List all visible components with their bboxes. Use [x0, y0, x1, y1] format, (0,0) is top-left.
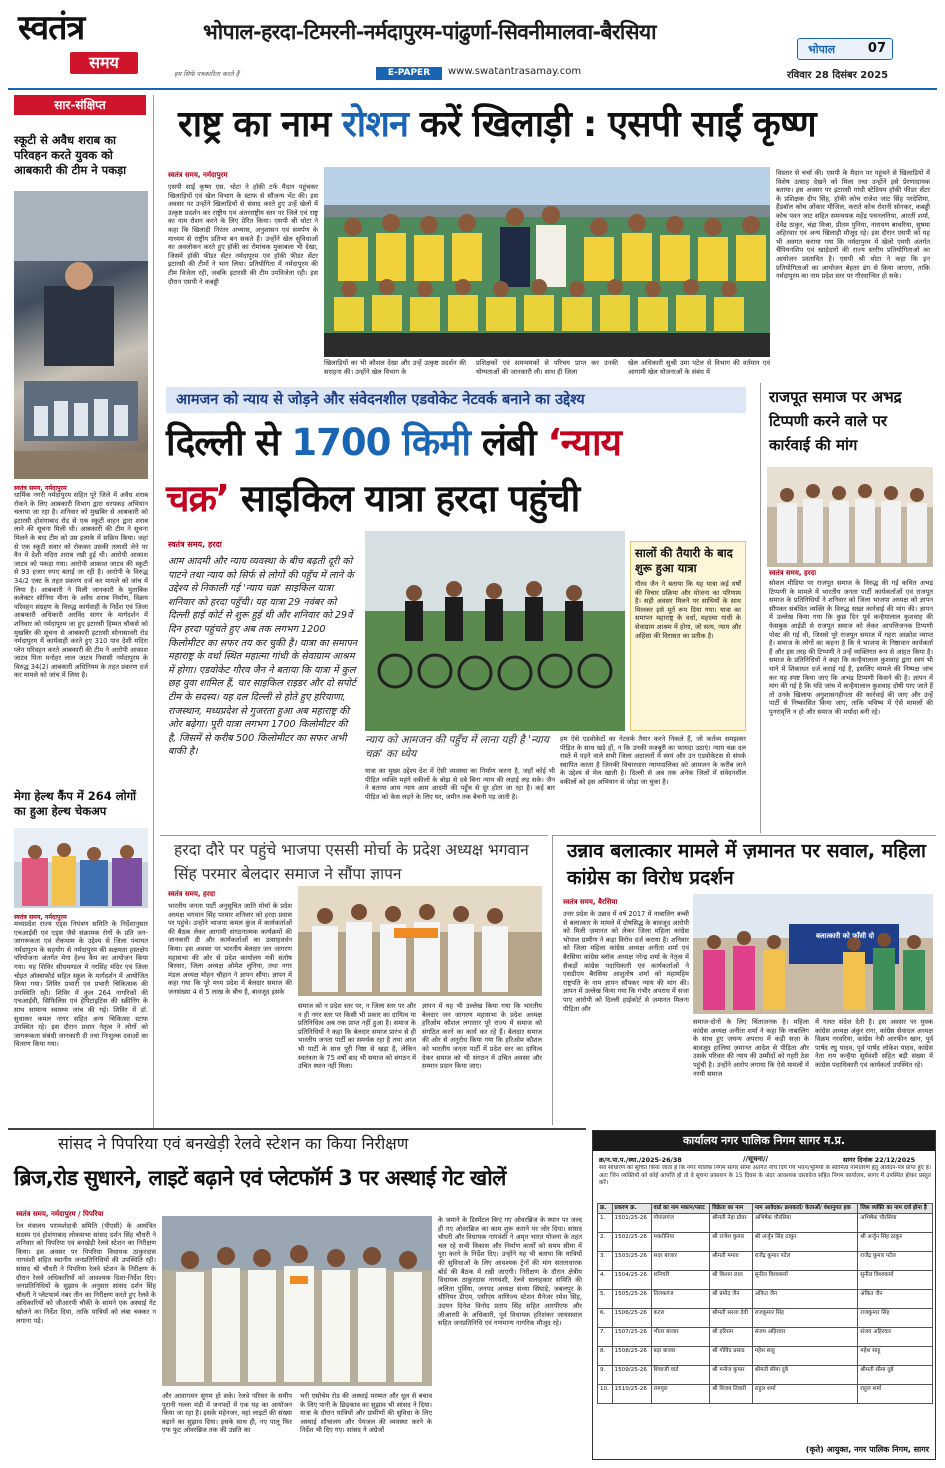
railway-byline: स्वतंत्र समय, नर्मदापुरम / पिपरिया — [16, 1210, 104, 1218]
station-inspection-photo — [162, 1216, 432, 1386]
notice-cell: तिलकगंज — [651, 1290, 710, 1309]
notice-cell: अभिषेक चौरसिया — [752, 1214, 858, 1233]
bjp-meeting-photo — [298, 886, 542, 996]
notice-cell: राहुल शर्मा — [858, 1385, 933, 1404]
notice-table-row — [598, 1252, 933, 1271]
masthead-divider — [8, 88, 937, 90]
notice-cell: श्रीमती ममता — [710, 1252, 753, 1271]
logo — [18, 8, 168, 88]
website-link[interactable]: www.swatantrasamay.com — [448, 66, 582, 77]
sidebar — [10, 95, 154, 1130]
notice-cell: श्रीमती सीमा दुबे — [858, 1366, 933, 1385]
notice-cell: रामपुरा — [651, 1385, 710, 1404]
notice-cell: 3. — [598, 1252, 613, 1271]
notice-cell: 1510/25-26 — [612, 1385, 651, 1404]
notice-table-row — [598, 1233, 933, 1252]
nyay-sidebox-title: सालों की तैयारी के बाद शुरू हुआ यात्रा — [635, 546, 733, 575]
page-number: 07 — [867, 41, 886, 56]
rajput-body: सोशल मीडिया पर राजपूत समाज के विरुद्ध की गई कथित अभद्र टिप्पणी के मामले में भारतीय जनता पार्टी कार्यकर्ताओं एवं राजपूत समाज के प्रतिनिधियों ने शनिवार को जिला भाजपा अध्यक्ष को ज्ञापन सौंपकर संबंधित व्यक्ति के विरुद्ध सख्त कार्रवाई की मांग की। ज्ञापन में उल्लेख किया गया कि कुछ दिन पूर्व कन्हैयालाल कुशवाह की फेसबुक आईडी से राजपूत समाज को लेकर आपत्तिजनक टिप्पणी पोस्ट की गई थी, जिससे पूरे राजपूत समाज में गहरा आक्रोश व्याप्त है। समाज के लोगों का कहना है कि ये भाजपा के निष्ठावान कार्यकर्ता हैं और इस तरह की टिप्पणी ने उन्हें व्यक्तिगत रूप से आहत किया है। समाज के प्रतिनिधियों ने कहा कि कन्हैयालाल कुशवाह द्वारा स्वयं भी थाने में शिकायत दर्ज कराई गई है, इसलिए मामले की निष्पक्ष जांच कर यह स्पष्ट किया जाए कि अभद्र टिप्पणी किसने की है। ज्ञापन में मांग की गई है कि यदि जांच में कन्हैयालाल कुशवाह दोषी पाए जाते हैं तो उनके खिलाफ अनुशासनहीनता की कार्रवाई की जाए और उन्हें पार्टी से निष्कासित किया जाए, ताकि भविष्य में ऐसे मामलों की पुनरावृत्ति न हो और समाज की मर्यादा बनी रहे। — [769, 579, 933, 716]
lead-byline: स्वतंत्र समय, नर्मदापुरम — [168, 171, 228, 179]
notice-table — [597, 1203, 933, 1404]
lead-photo — [324, 167, 770, 357]
notice-cell: राजेंद्र कुमार पटेल — [752, 1252, 858, 1271]
nyay-headline-num: 1700 किमी — [291, 421, 470, 464]
lead-headline-highlight: रोशन — [342, 104, 409, 145]
notice-header-cell: वार्ड का नाम मकान/प्लाट — [651, 1204, 710, 1214]
notice-cell: श्रीमती सीमा दुबे — [752, 1366, 858, 1385]
unnao-byline: स्वतंत्र समय, बैरसिया — [563, 898, 618, 906]
notice-cell: 4. — [598, 1271, 613, 1290]
nyay-quote: न्याय को आमजन की पहुँच में लाना यही है 'न्याय चक्र' का ध्येय — [365, 734, 549, 760]
logo-bottom: समय — [70, 52, 138, 74]
nyay-headline-a: दिल्ली से — [166, 421, 280, 464]
health-camp-photo — [14, 828, 148, 908]
notice-cell: 1. — [598, 1214, 613, 1233]
notice-cell: 1509/25-26 — [612, 1366, 651, 1385]
lead-story — [160, 95, 936, 380]
notice-cell: 1501/25-26 — [612, 1214, 651, 1233]
notice-cell: अंकित जैन — [752, 1290, 858, 1309]
unnao-story — [552, 835, 936, 1125]
logo-top: स्वतंत्र — [18, 8, 85, 48]
notice-header-cell: जिस व्यक्ति का नाम दर्ज होना है — [858, 1204, 933, 1214]
notice-table-row — [598, 1214, 933, 1233]
nyay-headline-d: चक्र’ — [166, 477, 229, 520]
nyay-headline-line2 — [166, 473, 756, 525]
notice-cell: 1504/25-26 — [612, 1271, 651, 1290]
notice-body: सर्व साधारण को सूचित किया जाता है कि नगर पालिक निगम सागर सीमा अंतर्गत नीचे दिये गये भवन/भूमियों के स्वामित्व नामांतरण हेतु आवेदन-पत्र प्राप्त हुए हैं। अतः जिन व्यक्तियों को कोई आपत्ति हो तो वे सूचना प्रकाशन के 15 दिवस के अंदर आवश्यक दस्तावेज सहित निगम कार्यालय, सागर में उपस्थित होकर प्रस्तुत करें। — [599, 1165, 931, 1187]
bjp-headline: हरदा दौरे पर पहुंचे भाजपा एससी मोर्चा के प्रदेश अध्यक्ष भगवान सिंह परमार बेलदार समाज ने सौंपा ज्ञापन — [174, 841, 529, 883]
seized-liquor-photo — [14, 191, 148, 479]
unnao-col2: समाज-दोनों के लिए चिंताजनक है। महिला कांग्रेस अध्यक्ष अनीता शर्मा ने कहा कि नाबालिग के साथ हुए जघन्य अपराध में कड़ी सज़ा के बावजूद हालिया ज़मानत आदेश से पीड़िता और उसके परिवार की न्याय की उम्मीदों को गहरी ठेस पहुंची है। उन्होंने आरोप लगाया कि ऐसे मामलों में नरमी समाज — [693, 1018, 809, 1078]
notice-cell: शिवाजी वार्ड — [651, 1366, 710, 1385]
notice-cell: 2. — [598, 1233, 613, 1252]
lead-col1: एसपी साईं कृष्ण एस. थोटा ने हॉकी टर्फ मैदान पहुंचकर खिलाड़ियों एवं खेल विभाग के स्टाफ से सौजन्य भेंट की। इस अवसर पर उन्होंने खिलाड़ियों से संवाद करते हुए उन्हें खेलों में उत्कृष्ट प्रदर्शन कर राष्ट्रीय एवं अंतरराष्ट्रीय स्तर पर जिले एवं राष्ट्र का नाम रोशन करने के लिए प्रेरित किया। एसपी श्री थोटा ने कहा कि खिलाड़ी निरंतर अभ्यास, अनुशासन एवं समर्पण के माध्यम से राष्ट्रीय प्रतिभा बन सकते हैं। उन्होंने खेल सुविधाओं का अवलोकन करते हुए हॉकी का रोमांचक मुकाबला भी देखा, जिसमें हॉकी फीडर सेंटर नर्मदापुरम एवं हॉकी फीडर सेंटर इटारसी की टीमों ने भाग लिया। प्रतियोगिता में नर्मदापुरम की टीम विजेता रही, जबकि इटारसी की टीम उपविजेता रही। इस दौरान एसपी ने कबड्डी — [168, 183, 318, 286]
notice-cell: शनिचरी — [651, 1271, 710, 1290]
notice-date: सागर दिनांक 22/12/2025 — [843, 1156, 916, 1164]
lead-headline-part1: राष्ट्र का नाम — [178, 104, 331, 145]
notice-cell: श्री अर्जुन सिंह ठाकुर — [858, 1233, 933, 1252]
notice-table-row — [598, 1290, 933, 1309]
railway-headline: ब्रिज,रोड सुधारने, लाइटें बढ़ाने एवं प्लेटफॉर्म 3 पर अस्थाई गेट खोलें — [14, 1166, 506, 1190]
railway-col2: और आवागमन सुगम हो सके। रेलवे परिसर के समीप पुरानी गल्ला मंडी में जनपदों में एक यह का आयोजन किया जा रहा है। इसके महेनजर, वहां लाइटों की संख्या बढ़ाने का सुझाव दिया। इसके साथ ही, नए पालू फिर एफ फुट ओवरब्रिज तक की उन्नति का — [162, 1392, 292, 1435]
railway-col3: भरी एसोचेम रोड की अस्थाई मरम्मत और धूल से बचाव के लिए पानी के छिड़काव का सुझाव भी सांसद ने दिया। यात्रा के दौरान यात्रियों और ग्रामीणों की सुविधा के लिए अस्थाई शौचालय और पेयजल की व्यवस्था करने के निर्देश भी दिए गए। सांसद ने अंग्रेजों — [300, 1392, 432, 1435]
edition-box — [797, 38, 893, 60]
bjp-col3: ज्ञापन में यह भी उल्लेख किया गया कि भारतीय बेलदार जन जागरण महासभा के प्रदेश अध्यक्ष हरिओम कौशल लगातार पूरे राज्य में समाज को संगठित करने का कार्य कर रहे हैं। बेलदार समाज की ओर से अनुरोध किया गया कि हरिओम कौशल को भारतीय जनता पार्टी में प्रदेश स्तर का दायित्व देकर समाज को भी संगठन में उचित अवसर और सम्मान प्रदान किया जाए। — [422, 1002, 542, 1071]
notice-cell: 6. — [598, 1309, 613, 1328]
notice-cell: 7. — [598, 1328, 613, 1347]
nyay-headline-b: लंबी — [481, 421, 536, 464]
bjp-photo — [298, 886, 542, 996]
notice-table-header — [598, 1204, 933, 1214]
memorandum-photo — [767, 467, 933, 567]
hockey-team-photo — [324, 167, 770, 357]
notice-cell: श्रीमती नेहा ग्रोवर — [710, 1214, 753, 1233]
sidebar-story2-photo — [14, 828, 148, 908]
unnao-photo — [693, 894, 933, 1014]
notice-cell: 1505/25-26 — [612, 1290, 651, 1309]
unnao-col3: में गलत संदेश देती है। इस अवसर पर युवक कांग्रेस अध्यक्ष अंकुर रागा, कांग्रेस सेवादल अध्यक्ष विक्रम नरवरिया, कांग्रेस नेत्री आरफीन खान, पूर्व पार्षद रघु यादव, पूर्व पार्षद लोकेश यादव, कांग्रेस नेता राम कन्हैया सूर्यवंशी सहित बड़ी संख्या में कांग्रेस पदाधिकारी एवं कार्यकर्ता उपस्थित रहे। — [815, 1018, 933, 1069]
notice-cell: श्री मनोज कुमार — [710, 1366, 753, 1385]
sidebar-section-title: सार-संक्षिप्त — [14, 95, 146, 115]
unnao-col1: उत्तर प्रदेश के उन्नाव में वर्ष 2017 में नाबालिग बच्ची से बलात्कार के मामले में दोषसिद्ध के बावजूद आरोपी को मिली ज़मानत को लेकर जिला महिला कांग्रेस भोपाल ग्रामीण ने कड़ा विरोध दर्ज कराया है। शनिवार को जिला महिला कांग्रेस अध्यक्ष अनीता शर्मा एवं बैरसिया कांग्रेस ब्लॉक अध्यक्ष नरेन्द्र शर्मा के नेतृत्व में सैकड़ों कांग्रेस पदाधिकारी एवं कार्यकर्ताओं ने एसडीएम बैरसिया आशुतोष शर्मा को महामहिम राष्ट्रपति के नाम ज्ञापन सौंपकर न्याय की मांग की। ज्ञापन में उल्लेख किया गया कि गंभीर अपराध में सजा पाए आरोपी को दिल्ली हाईकोर्ट से ज़मानत मिलना पीड़िता और — [563, 910, 689, 1013]
bjp-byline: स्वतंत्र समय, हरदा — [168, 890, 216, 898]
notice-cell: राजकुमार सिंह — [752, 1309, 858, 1328]
notice-header-cell: विक्रेता का नाम — [710, 1204, 753, 1214]
railway-col4: के जमाने के डिस्मेंटल किए गए ओवरब्रिज के स्थान पर जल्द ही नए ओवरब्रिज का काम शुरू कराने पर जोर दिया। सांसद चौधरी और विधायक नागवंशी ने अमृत भारत योजना के तहत चल रहे सभी विकास और निर्माण कार्यों को समय सीमा में पूरा करने के निर्देश दिए। उन्होंने यह भी बताया कि यात्रियों की सुविधाओं के लिए आवश्यक ट्रेनों की मांग सतताधारक बोर्ड की बैठक में रखी जाएगी। निरीक्षण के दौरान क्षेत्रीय विधायक ठाकुरदास नागवंशी, रेलवे सलाहकार समिति की ललिता पुर्विया, जनपद अध्यक्ष संध्या सिंघाड़े, जबलपुर के सीनियर डीएम, एसीएम वाणिज्य स्टेशन मैनेजर रमेश सिंह, उदयन दिनेश विनोद प्रताप सिंह सहित आरपीएफ और जीआरपी के अधिकारी, पूर्व विधायक हरिशंकर जायसवाल सहित जनप्रतिनिधि एवं गणमान्य नागरिक मौजूद रहे। — [438, 1216, 582, 1328]
nyay-byline: स्वतंत्र समय, हरदा — [168, 540, 222, 549]
railway-story — [8, 1128, 586, 1460]
notice-cell: महेश साहू — [858, 1347, 933, 1366]
notice-cell: श्री राजेश कुमार — [710, 1233, 753, 1252]
notice-table-row — [598, 1366, 933, 1385]
epaper-badge: E-PAPER — [376, 67, 442, 80]
notice-cell: 9. — [598, 1366, 613, 1385]
lead-headline-part2: करें खिलाड़ी : एसपी साईं कृष्ण — [419, 104, 816, 145]
lead-caption-col3: खेल अधिकारी सुश्री उमा पटेल से विभाग की वर्तमान एवं आगामी खेल योजनाओं के संबंध में — [628, 359, 770, 376]
nyay-col-a: यात्रा का मुख्य उद्देश्य देश में ऐसी व्यवस्था का निर्माण करना है, जहाँ कोई भी पीड़ित व्यक्ति महंगे वकीलों के बोझ से दबे बिना न्याय की लड़ाई लड़ सके। जैन ने बताया आम न्याय आम आदमी की पहुँच से दूर होता जा रहा है। कई बार पीड़ित को केस लड़ने के लिए घर, जमीन तक बेचनी पड़ जाती है। — [365, 767, 555, 801]
notice-cell: 1502/25-26 — [612, 1233, 651, 1252]
nyay-story — [160, 383, 750, 833]
sidebar-story1-photo — [14, 191, 148, 479]
nyay-photo — [365, 531, 625, 731]
notice-cell: 1508/25-26 — [612, 1347, 651, 1366]
notice-cell: श्री विजय तिवारी — [710, 1385, 753, 1404]
nyay-sidebox-body: गौरव जैन ने बताया कि यह यात्रा कई वर्षों की विचार प्रक्रिया और योजना का परिणाम है। सही अवसर मिलने पर साथियों के साथ मिलकर इसे मूर्त रूप दिया गया। यात्रा का समापन महाराष्ट्र के वर्धा, महात्मा गांधी के सेवाग्राम आश्रम में होगा, जो सत्य, न्याय और अहिंसा की विरासत का प्रतीक है। — [635, 580, 741, 640]
nyay-sidebox — [630, 541, 746, 731]
notice-cell: 5. — [598, 1290, 613, 1309]
sidebar-story1-body: धार्मिक नगरी नर्मदापुरम सहित पूरे जिले में अवैध शराब रोकने के लिए आबकारी विभाग द्वारा धरपकड़ अभियान चलाया जा रहा है। शनिवार को मुखबिर से आबकारी को इटारसी होशंगाबाद रोड से एक स्कूटी वाहन द्वारा शराब लाने की सूचना मिली थी। आबकारी की टीम ने सूचना मिलने के बाद टीम को उस इलाके में सक्रिय किया। जहां से एक स्कूटी सवार को रोककर उसकी तलाशी लेने पर वैन में देशी मदिरा शराब रखी हुई थी। आरोपी आकाश जाटव को पकड़ा गया। आरोपी आकाश जाटव की स्कूटी से 93 हजार रुपए बताई जा रही है। आरोपी के विरुद्ध 34/2 एक्ट के तहत प्रकरण दर्ज कर मामले को जांच में लिया है। आबकारी ने मिली जानकारी के मुताबिक कलेक्टर सोनिया मीना के अवैध शराब निर्माण, विक्रय परिवहन संग्रहण के विरुद्ध कार्यवाही के निर्देश एवं जिला आबकारी अधिकारी अरविंद सागर के मार्गदर्शन में शनिवार को नर्मदापुरम जा हुए इटारसी हिम्मत चौकसे को मुखबिर की सूचना से आबकारी इटारसी सोनासावरी रोड नर्मदापुरम में कार्यवाही करते हुए 310 पाव देशी मदिरा प्लेन परिवहन करते आबकारी की टीम ने आरोपी आकाश जाटव पिता मनोहर लाल जाटव निवासी नर्मदापुरम के विरुद्ध 34(2) आबकारी अधिनियम के तहत प्रकरण दर्ज कर मामले को जांच में लिया है। — [14, 491, 148, 680]
lead-caption-col2: प्रशिक्षकों एवं समन्वयकों से परिचय प्राप्त कर उनकी योग्यताओं की जानकारी ली। साथ ही जिला — [476, 359, 618, 376]
rajput-headline: राजपूत समाज पर अभद्र टिप्पणी करने वाले पर कार्रवाई की मांग — [769, 388, 902, 454]
notice-table-row — [598, 1385, 933, 1404]
notice-signature: (कृते) आयुक्त, नगर पालिक निगम, सागर — [805, 1445, 929, 1454]
notice-cell: 8. — [598, 1347, 613, 1366]
print-registration-marks — [0, 1460, 945, 1468]
rajput-photo — [767, 467, 933, 567]
notice-cell: अंकित जैन — [858, 1290, 933, 1309]
notice-cell: संजय अहिरवार — [752, 1328, 858, 1347]
protest-photo — [693, 894, 933, 1014]
notice-cell: 1503/25-26 — [612, 1252, 651, 1271]
notice-cell: राहुल शर्मा — [752, 1385, 858, 1404]
notice-title: कार्यालय नगर पालिक निगम सागर म.प्र. — [593, 1131, 935, 1151]
nyay-kicker: आमजन को न्याय से जोड़ने और संवेदनशील एडवोकेट नेटवर्क बनाने का उद्देश्य — [166, 387, 746, 413]
rajput-byline: स्वतंत्र समय, हरदा — [769, 569, 817, 577]
notice-cell: श्री प्रमोद जैन — [710, 1290, 753, 1309]
notice-header-cell: प्रकरण क्र. — [612, 1204, 651, 1214]
notice-cell: 10. — [598, 1385, 613, 1404]
notice-ref: क्र/न.पा.प./स्था./2025-26/38 — [599, 1156, 682, 1164]
sidebar-story2-body: मध्यप्रदेश राज्य एड्स नियंत्रण समिति के निर्देशानुसार एचआईवी एवं एड्स जैसे संक्रामक रोगों के प्रति जन-जागरूकता एवं रोकथाम के उद्देश्य से जिला पंचायत नर्मदापुरम के सहयोग से नर्मदापुरम की सक्षमता हस्तक्षेप परियोजना अंतर्गत मेगा हेल्थ कैंप का आयोजन किया गया। यह शिविर सीधमण्डल में नरसिंह मंदिर एवं जिला चोइत ऑक्सफोर्ड सहित स्कूल के मार्गदर्शन में आयोजित किया गया। शिविर प्रभारी एवं प्रभारी चिकित्सक की उपस्थिति रही। शिविर में कुल 264 नागरिकों की एचआईवी, सिफिलिस एवं हेपिटाइटिस की स्क्रीनिंग के साथ सामान्य स्वास्थ्य जांच की गई। शिविर में डॉ. सुधाकर कमल नागर सहित अन्य चिकित्सा स्टाफ उपस्थित रहे। इस दौरान प्रधान नेतृत्व ने लोगों को जागरूकता संबंधी जानकारी दी तथा निःशुल्क दवाओं का वितरण किया गया। — [14, 920, 148, 1049]
nyay-headline-line1 — [166, 417, 756, 469]
notice-cell: श्रीमती सरला देवी — [710, 1309, 753, 1328]
railway-kicker: सांसद ने पिपरिया एवं बनखेड़ी रेलवे स्टेशन का किया निरीक्षण — [58, 1134, 409, 1153]
notice-cell: संजय अहिरवार — [858, 1328, 933, 1347]
sidebar-story2-headline: मेगा हेल्थ कैंप में 264 लोगों का हुआ हेल्थ चेकअप — [14, 789, 137, 818]
lead-col-right: विस्तार से चर्चा की। एसपी के मैदान पर पहुंचने से खिलाड़ियों में विशेष उत्साह देखने को मिला तथा उन्होंने इसे प्रेरणादायक बताया। इस अवसर पर इटारसी गांधी स्टेडियम हॉकी फीडर सेंटर के प्रशिक्षक दीप सिंह, हॉकी कोच राजेश जाट सिंह परदेशिया, हैंडबॉल कोच ओंकार मीजिल, कराते कोच रोशनी सोनकर, कबड्डी कोच पवन जाट सहित समन्वयक महेंद्र पचनलनिया, आरती शर्मा, देवेंद्र ठाकुर, चंद्रा मिश्रा, प्रीतम पुनिया, नारायण बाथरिया, सुषमा अहिरवार एवं अन्य खिलाड़ी मौजूद रहे। इस दौरान एसपी को यह भी अवगत कराया गया कि नर्मदापुरम में खेलो एमपी अंतर्गत चैंपियनशिप एवं खाड़ेदारों की राज्य स्तरीय प्रतियोगिताओं का आयोजन प्रस्तावित है। एसपी श्री थोटा ने कहा कि इन प्रतियोगिताओं का आयोजन बेहतर ढंग से किया जाएगा, ताकि नर्मदापुरम का नाम प्रदेश स्तर पर गौरवान्वित हो सके। — [776, 169, 930, 281]
notice-cell: 1506/25-26 — [612, 1309, 651, 1328]
notice-cell: श्री किशन लाल — [710, 1271, 753, 1290]
sidebar-story2-byline: स्वतंत्र समय, नर्मदापुरम — [14, 914, 67, 921]
notice-header-cell: क्र. — [598, 1204, 613, 1214]
edition-name: भोपाल — [808, 43, 836, 56]
notice-table-row — [598, 1309, 933, 1328]
masthead — [0, 0, 945, 92]
nyay-headline-e: साइकिल यात्रा हरदा पहुंची — [240, 477, 580, 520]
notice-cell: श्री गोविंद प्रसाद — [710, 1347, 753, 1366]
notice-table-row — [598, 1271, 933, 1290]
railway-col1: रेल मंत्रालय परामर्शदात्री समिति (पीएसी) के आमंत्रित सदस्य एवं होशंगाबाद लोकसभा सांसद दर्शन सिंह चौधरी ने शनिवार को पिपरिया एवं बनखेड़ी रेलवे स्टेशन का निरीक्षण किया। इस अवसर पर पिपरिया विधायक ठाकुरदास नागवंशी सहित स्थानीय जनप्रतिनिधियों की उपस्थिति रही। सांसद श्री चौधरी ने पिपरिया रेलवे स्टेशन के निरीक्षण के दौरान रेलवे अधिकारियों को आवश्यक दिशा-निर्देश दिए। जनप्रतिनिधियों के सुझाव के अनुसार सांसद दर्शन सिंह चौधरी ने प्लेटफार्म नंबर तीन का निरीक्षण करते हुए रेलवे के अधिकारियों को जीआरपी चौकी के सामने एक अस्थाई गेट खोलने का निर्देश दिया, ताकि यात्रियों को लंबा चक्कर न लगाना पड़े। — [16, 1222, 156, 1325]
notice-cell: सदर बाजार — [651, 1252, 710, 1271]
notice-cell: महेश साहू — [752, 1347, 858, 1366]
cities-banner: भोपाल-हरदा-टिमरनी-नर्मदापुरम-पांढुर्णा-सिवनीमालवा-बैरसिया — [203, 20, 656, 44]
tagline: हम सिर्फ पत्रकारिता करते हैं — [174, 70, 240, 78]
notice-cell: सुनील विश्वकर्मा — [858, 1271, 933, 1290]
bjp-col2: समाज को न प्रदेश स्तर पर, न जिला स्तर पर और न ही नगर स्तर पर किसी भी प्रकार का दायित्व या प्रतिनिधित्व अब तक प्राप्त नहीं हुआ है। समाज के प्रतिनिधियों ने कहा कि बेलदार समाज प्रारंभ से ही भारतीय जनता पार्टी का समर्थक रहा है तथा आज भी पार्टी के साथ पूरी निष्ठा से खड़ा है, लेकिन स्वतंत्रता के 75 वर्षों बाद भी समाज को संगठन में उचित स्थान नहीं मिला। — [298, 1002, 416, 1071]
unnao-headline: उन्नाव बलात्कार मामले में ज़मानत पर सवाल, महिला कांग्रेस का विरोध प्रदर्शन — [567, 840, 926, 889]
protest-banner-text: बलात्कारी को फाँसी दो — [815, 932, 875, 940]
notice-subtitle: //सूचना// — [743, 1155, 769, 1163]
lead-headline — [178, 101, 928, 149]
rajput-story — [760, 383, 936, 833]
railway-photo — [162, 1216, 432, 1386]
nyay-intro: आम आदमी और न्याय व्यवस्था के बीच बढ़ती दूरी को पाटने तथा न्याय को सिर्फ से लोगों की पहुँच में लाने के उद्देश्य से निकाली गई 'न्याय चक्र' साइकिल यात्रा शनिवार को हरदा पहुँची। यह यात्रा 29 नवंबर को दिल्ली हाई कोर्ट से शुरू हुई थी और शनिवार को 29वें दिन हरदा पहुंचते हुए अब तक लगभग 1200 किलोमीटर का सफर तय कर चुकी है। यात्रा का समापन महाराष्ट्र के वर्धा स्थित महात्मा गांधी के सेवाग्राम आश्रम में होगा। एडवोकेट गौरव जैन ने बताया कि यात्रा में कुल छह युवा शामिल हैं, चार साइकिल राइडर और दो सपोर्ट टीम के सदस्य। यह दल दिल्ली से होते हुए हरियाणा, राजस्थान, मध्यप्रदेश से गुजरता हुआ अब महाराष्ट्र की ओर बढ़ेगा। पूरी यात्रा लगभग 1700 किलोमीटर की है, जिसमें से करीब 500 किलोमीटर का सफर अभी बाकी है। — [168, 556, 358, 758]
lead-caption-col1: खिलाड़ियों का भी कौशल देखा और उन्हें उत्कृष्ट प्रदर्शन की सराहना की। उन्होंने खेल विभाग के — [324, 359, 466, 376]
notice-cell: राजकुमार सिंह — [858, 1309, 933, 1328]
notice-table-row — [598, 1328, 933, 1347]
notice-cell: कटरा — [651, 1309, 710, 1328]
notice-table-body — [598, 1214, 933, 1404]
sidebar-story1-headline: स्कूटी से अवैध शराब का परिवहन करते युवक को आबकारी की टीम ने पकड़ा — [14, 133, 127, 177]
notice-cell: गोपालगंज — [651, 1214, 710, 1233]
notice-cell: मकरोनिया — [651, 1233, 710, 1252]
notice-cell: श्री हरिराम — [710, 1328, 753, 1347]
notice-cell: सुनील विश्वकर्मा — [752, 1271, 858, 1290]
nyay-col-b: हम ऐसे एडवोकेटों का नेटवर्क तैयार करने निकले हैं, जो कर्तव्य समझकर पीड़ित के साथ खड़े हों, न कि उनकी मजबूरी का फायदा उठाएं। न्याय चक्र दल रास्ते में पड़ने वाले सभी जिला अदालतों में स्वयं और उन एडवोकेटस से संपर्क स्थापित करता है जिनकी विचारधारा न्यायपालिका को आमजन के करीब लाने के उद्देश्य से मेल खाती है। दिल्ली से अब तक अनेक जिलों में संवेदनशील वकीलों को इस अभियान से जोड़ा जा चुका है। — [560, 735, 746, 786]
notice-cell: अभिषेक चौरसिया — [858, 1214, 933, 1233]
cyclists-photo — [365, 531, 625, 731]
bjp-story — [160, 835, 548, 1125]
bjp-col1: भारतीय जनता पार्टी अनुसूचित जाति मोर्चा के प्रदेश अध्यक्ष भगवान सिंह परमार शनिवार को हरदा प्रवास पर पहुंचे। उन्होंने भाजपा कमल कुंज में कार्यकर्ताओं की बैठक लेकर आगामी संगठनात्मक कार्यक्रमों की जानकारी दी और कार्यकर्ताओं का उत्साहवर्धन किया। इस अवसर पर भारतीय बेलदार जन जागरण महासभा की ओर से प्रदेश कार्यालय मंत्री संतोष बिरवार, जिला अध्यक्ष ओमेश लुनिया, तथा नगर मंडल अध्यक्ष मोहन चौहान ने ज्ञापन सौंपा। ज्ञापन में कहा गया कि पूरे मध्य प्रदेश में बेलदार समाज की जनसंख्या 4 से 5 लाख के बीच है, बावजूद इसके — [168, 902, 292, 996]
notice-cell: भीतर बाजार — [651, 1328, 710, 1347]
nyay-headline-c: ‘न्याय — [547, 421, 622, 464]
municipal-notice — [592, 1130, 936, 1460]
sidebar-story1-byline: स्वतंत्र समय, नर्मदापुरम — [14, 485, 67, 492]
notice-cell: 1507/25-26 — [612, 1328, 651, 1347]
notice-cell: बड़ा बाजार — [651, 1347, 710, 1366]
notice-header-cell: नाम आवेदक/ क्रयकर्ता/ केताओं/ वंशानुगत हक — [752, 1204, 858, 1214]
notice-cell: श्री अर्जुन सिंह ठाकुर — [752, 1233, 858, 1252]
notice-table-row — [598, 1347, 933, 1366]
issue-date: रविवार 28 दिसंबर 2025 — [787, 70, 889, 81]
notice-cell: राजेंद्र कुमार पटेल — [858, 1252, 933, 1271]
